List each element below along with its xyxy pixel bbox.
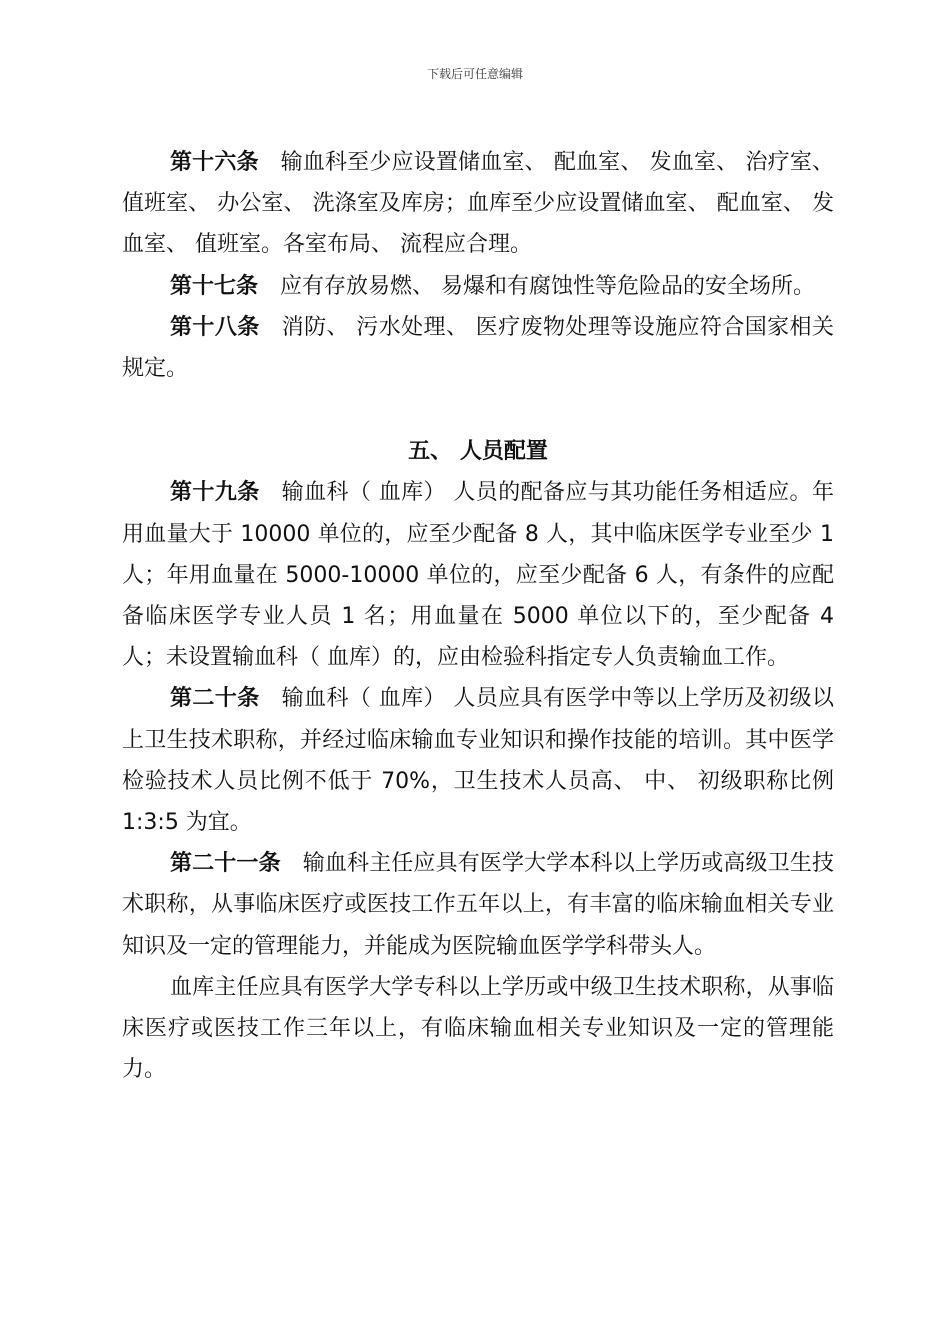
article-number: 第二十一条 [170, 851, 281, 877]
article-number: 第十九条 [170, 480, 260, 506]
article-text: 输血科至少应设置储血室、 配血室、 发血室、 治疗室、 值班室、 办公室、 洗涤室及库房；血库至少应设置储血室、 配血室、 发血室、 值班室。各室布局、 流程应合理。 [122, 150, 834, 258]
article-18 [122, 307, 834, 389]
article-number: 第十七条 [170, 273, 259, 299]
article-17 [122, 266, 834, 307]
article-number: 第十六条 [170, 150, 259, 175]
paragraph-text: 血库主任应具有医学大学专科以上学历或中级卫生技术职称，从事临床医疗或医技工作三年以上，有临床输血相关专业知识及一定的管理能力。 [122, 974, 834, 1083]
article-number: 第十八条 [170, 314, 260, 340]
article-text: 输血科（ 血库） 人员应具有医学中等以上学历及初级以上卫生技术职称，并经过临床输血专业知识和操作技能的培训。其中医学检验技术人员比例不低于 70%，卫生技术人员高、 中、 初级职称比例 1:3:5 为宜。 [122, 686, 834, 836]
article-20 [122, 678, 834, 843]
section-title: 五、 人员配置 [408, 439, 548, 465]
article-text: 输血科（ 血库） 人员的配备应与其功能任务相适应。年用血量大于 10000 单位的，应至少配备 8 人，其中临床医学专业至少 1 人；年用血量在 5000-10000 单位的，应至少配备 6 人，有条件的应配备临床医学专业人员 1 名；用血量在 5000 单位以下的，至少配备 4 人；未设置输血科（ 血库）的，应由检验科指定专人负责输血工作。 [122, 480, 834, 671]
article-number: 第二十条 [170, 686, 260, 712]
article-text: 消防、 污水处理、 医疗废物处理等设施应符合国家相关规定。 [122, 314, 834, 382]
article-text: 输血科主任应具有医学大学本科以上学历或高级卫生技术职称，从事临床医疗或医技工作五年以上，有丰富的临床输血相关专业知识及一定的管理能力，并能成为医院输血医学学科带头人。 [122, 851, 834, 959]
article-21 [122, 843, 834, 967]
document-body [122, 142, 834, 1090]
article-text: 应有存放易燃、 易爆和有腐蚀性等危险品的安全场所。 [280, 273, 816, 299]
article-19 [122, 472, 834, 678]
article-16 [122, 142, 834, 266]
page-header: 下载后可任意编辑 [426, 67, 523, 81]
blood-bank-director-paragraph [122, 967, 834, 1091]
